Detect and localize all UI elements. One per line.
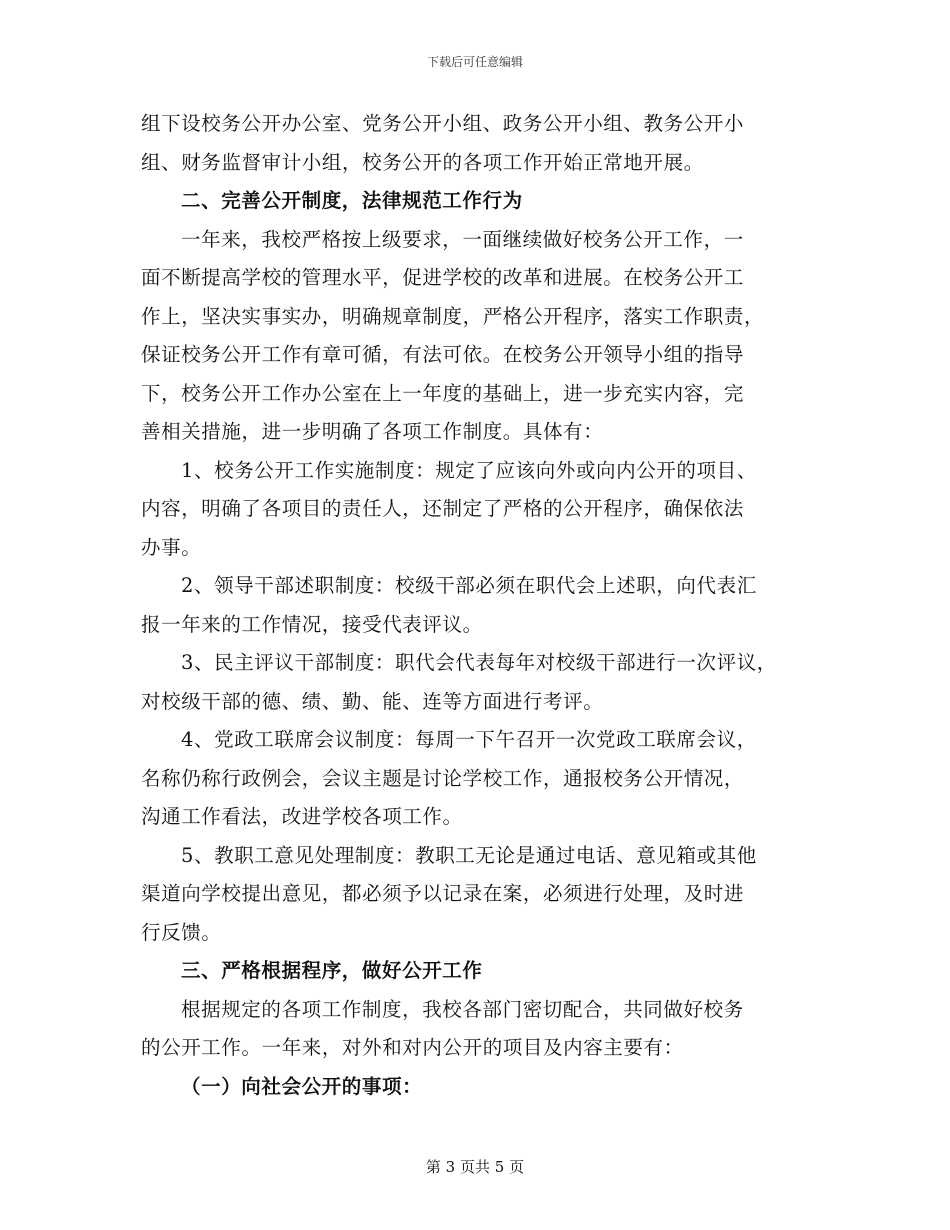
text-line: 行反馈。 xyxy=(141,920,222,944)
page-header: 下载后可任意编辑 xyxy=(426,55,523,69)
text-line: 报一年来的工作情况，接受代表评议。 xyxy=(141,612,483,636)
text-line: 组、财务监督审计小组，校务公开的各项工作开始正常地开展。 xyxy=(141,150,704,174)
text-line: 内容，明确了各项目的责任人，还制定了严格的公开程序，确保依法 xyxy=(141,497,745,520)
text-line: 对校级干部的德、绩、勤、能、连等方面进行考评。 xyxy=(141,689,604,713)
text-line: 根据规定的各项工作制度，我校各部门密切配合，共同做好校务 xyxy=(181,997,744,1021)
text-line: 下，校务公开工作办公室在上一年度的基础上，进一步充实内容，完 xyxy=(141,381,745,405)
list-item-4: 4、党政工联席会议制度：每周一下午召开一次党政工联席会议， xyxy=(181,728,757,751)
list-item-3: 3、民主评议干部制度：职代会代表每年对校级干部进行一次评议， xyxy=(181,651,777,674)
document-body xyxy=(141,105,821,1106)
text-line: 作上，坚决实事实办，明确规章制度，严格公开程序，落实工作职责， xyxy=(141,304,765,328)
page-footer: 第 3 页共 5 页 xyxy=(425,1158,525,1176)
text-line: 渠道向学校提出意见，都必须予以记录在案，必须进行处理，及时进 xyxy=(141,882,745,905)
text-line: 善相关措施，进一步明确了各项工作制度。具体有： xyxy=(141,420,604,443)
text-line: 一年来，我校严格按上级要求，一面继续做好校务公开工作，一 xyxy=(181,227,744,251)
text-line: 保证校务公开工作有章可循，有法可依。在校务公开领导小组的指导 xyxy=(141,343,745,366)
section-heading-3: 三、严格根据程序，做好公开工作 xyxy=(181,959,483,982)
list-item-5: 5、教职工意见处理制度：教职工无论是通过电话、意见箱或其他 xyxy=(181,843,757,867)
list-item-1: 1、校务公开工作实施制度：规定了应该向外或向内公开的项目、 xyxy=(181,458,757,482)
text-line: 面不断提高学校的管理水平，促进学校的改革和进展。在校务公开工 xyxy=(141,266,745,289)
list-item-2: 2、领导干部述职制度：校级干部必须在职代会上述职，向代表汇 xyxy=(181,574,757,597)
section-heading-2: 二、完善公开制度，法律规范工作行为 xyxy=(181,189,523,212)
text-line: 名称仍称行政例会，会议主题是讨论学校工作，通报校务公开情况， xyxy=(141,766,745,790)
text-line: 组下设校务公开办公室、党务公开小组、政务公开小组、教务公开小 xyxy=(141,112,745,135)
text-line: 沟通工作看法，改进学校各项工作。 xyxy=(141,805,463,828)
subsection-heading: （一）向社会公开的事项： xyxy=(181,1074,423,1098)
text-line: 的公开工作。一年来，对外和对内公开的项目及内容主要有： xyxy=(141,1036,684,1059)
text-line: 办事。 xyxy=(141,535,202,559)
